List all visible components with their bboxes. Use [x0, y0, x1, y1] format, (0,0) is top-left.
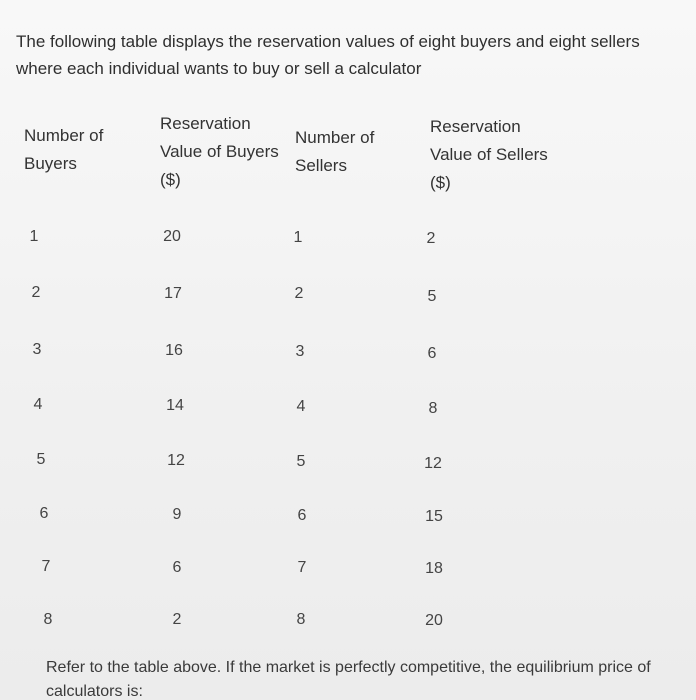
intro-text: The following table displays the reservation values of eight buyers and eight sellers where each individual wants to buy or sell a calculator — [16, 32, 640, 78]
cell-seller-number: 4 — [296, 398, 306, 415]
cell-seller-number: 8 — [296, 611, 306, 628]
header-line: Buyers — [24, 154, 77, 173]
header-line: Reservation — [430, 117, 521, 136]
cell-seller-number: 2 — [294, 285, 304, 302]
cell-seller-value: 15 — [425, 508, 443, 525]
cell-seller-value: 20 — [425, 612, 443, 629]
header-reservation-value-buyers — [160, 110, 279, 194]
cell-seller-value: 6 — [427, 345, 437, 362]
cell-seller-value: 8 — [428, 400, 438, 417]
header-number-of-sellers — [295, 124, 374, 180]
cell-seller-number: 1 — [293, 229, 303, 246]
cell-buyer-number: 3 — [32, 341, 42, 358]
header-line: Value of Buyers — [160, 142, 279, 161]
cell-seller-value: 12 — [424, 455, 442, 472]
cell-buyer-number: 2 — [31, 284, 41, 301]
cell-seller-value: 2 — [426, 230, 436, 247]
header-line: Number of — [295, 128, 375, 147]
cell-buyer-value: 9 — [172, 506, 182, 523]
cell-seller-number: 3 — [295, 343, 305, 360]
cell-buyer-value: 6 — [172, 559, 182, 576]
header-line: ($) — [160, 170, 181, 189]
cell-buyer-number: 7 — [41, 558, 51, 575]
cell-buyer-value: 12 — [167, 452, 185, 469]
cell-buyer-value: 17 — [164, 285, 182, 302]
cell-buyer-value: 16 — [165, 342, 183, 359]
header-line: ($) — [430, 173, 451, 192]
header-line: Sellers — [295, 156, 347, 175]
question-text: Refer to the table above. If the market is perfectly competitive, the equilibrium price of calculators is: — [46, 659, 651, 700]
cell-buyer-number: 1 — [29, 228, 39, 245]
cell-seller-value: 5 — [427, 288, 437, 305]
cell-buyer-number: 5 — [36, 451, 46, 468]
cell-seller-value: 18 — [425, 560, 443, 577]
cell-seller-number: 5 — [296, 453, 306, 470]
header-line: Value of Sellers — [430, 145, 548, 164]
cell-buyer-number: 6 — [39, 505, 49, 522]
header-line: Number of — [24, 126, 104, 145]
header-line: Reservation — [160, 114, 251, 133]
cell-buyer-value: 14 — [166, 397, 184, 414]
cell-buyer-number: 8 — [43, 611, 53, 628]
header-number-of-buyers — [24, 122, 103, 178]
cell-buyer-value: 2 — [172, 611, 182, 628]
cell-seller-number: 7 — [297, 559, 307, 576]
cell-buyer-number: 4 — [33, 396, 43, 413]
header-reservation-value-sellers — [430, 113, 548, 197]
cell-seller-number: 6 — [297, 507, 307, 524]
cell-buyer-value: 20 — [163, 228, 181, 245]
